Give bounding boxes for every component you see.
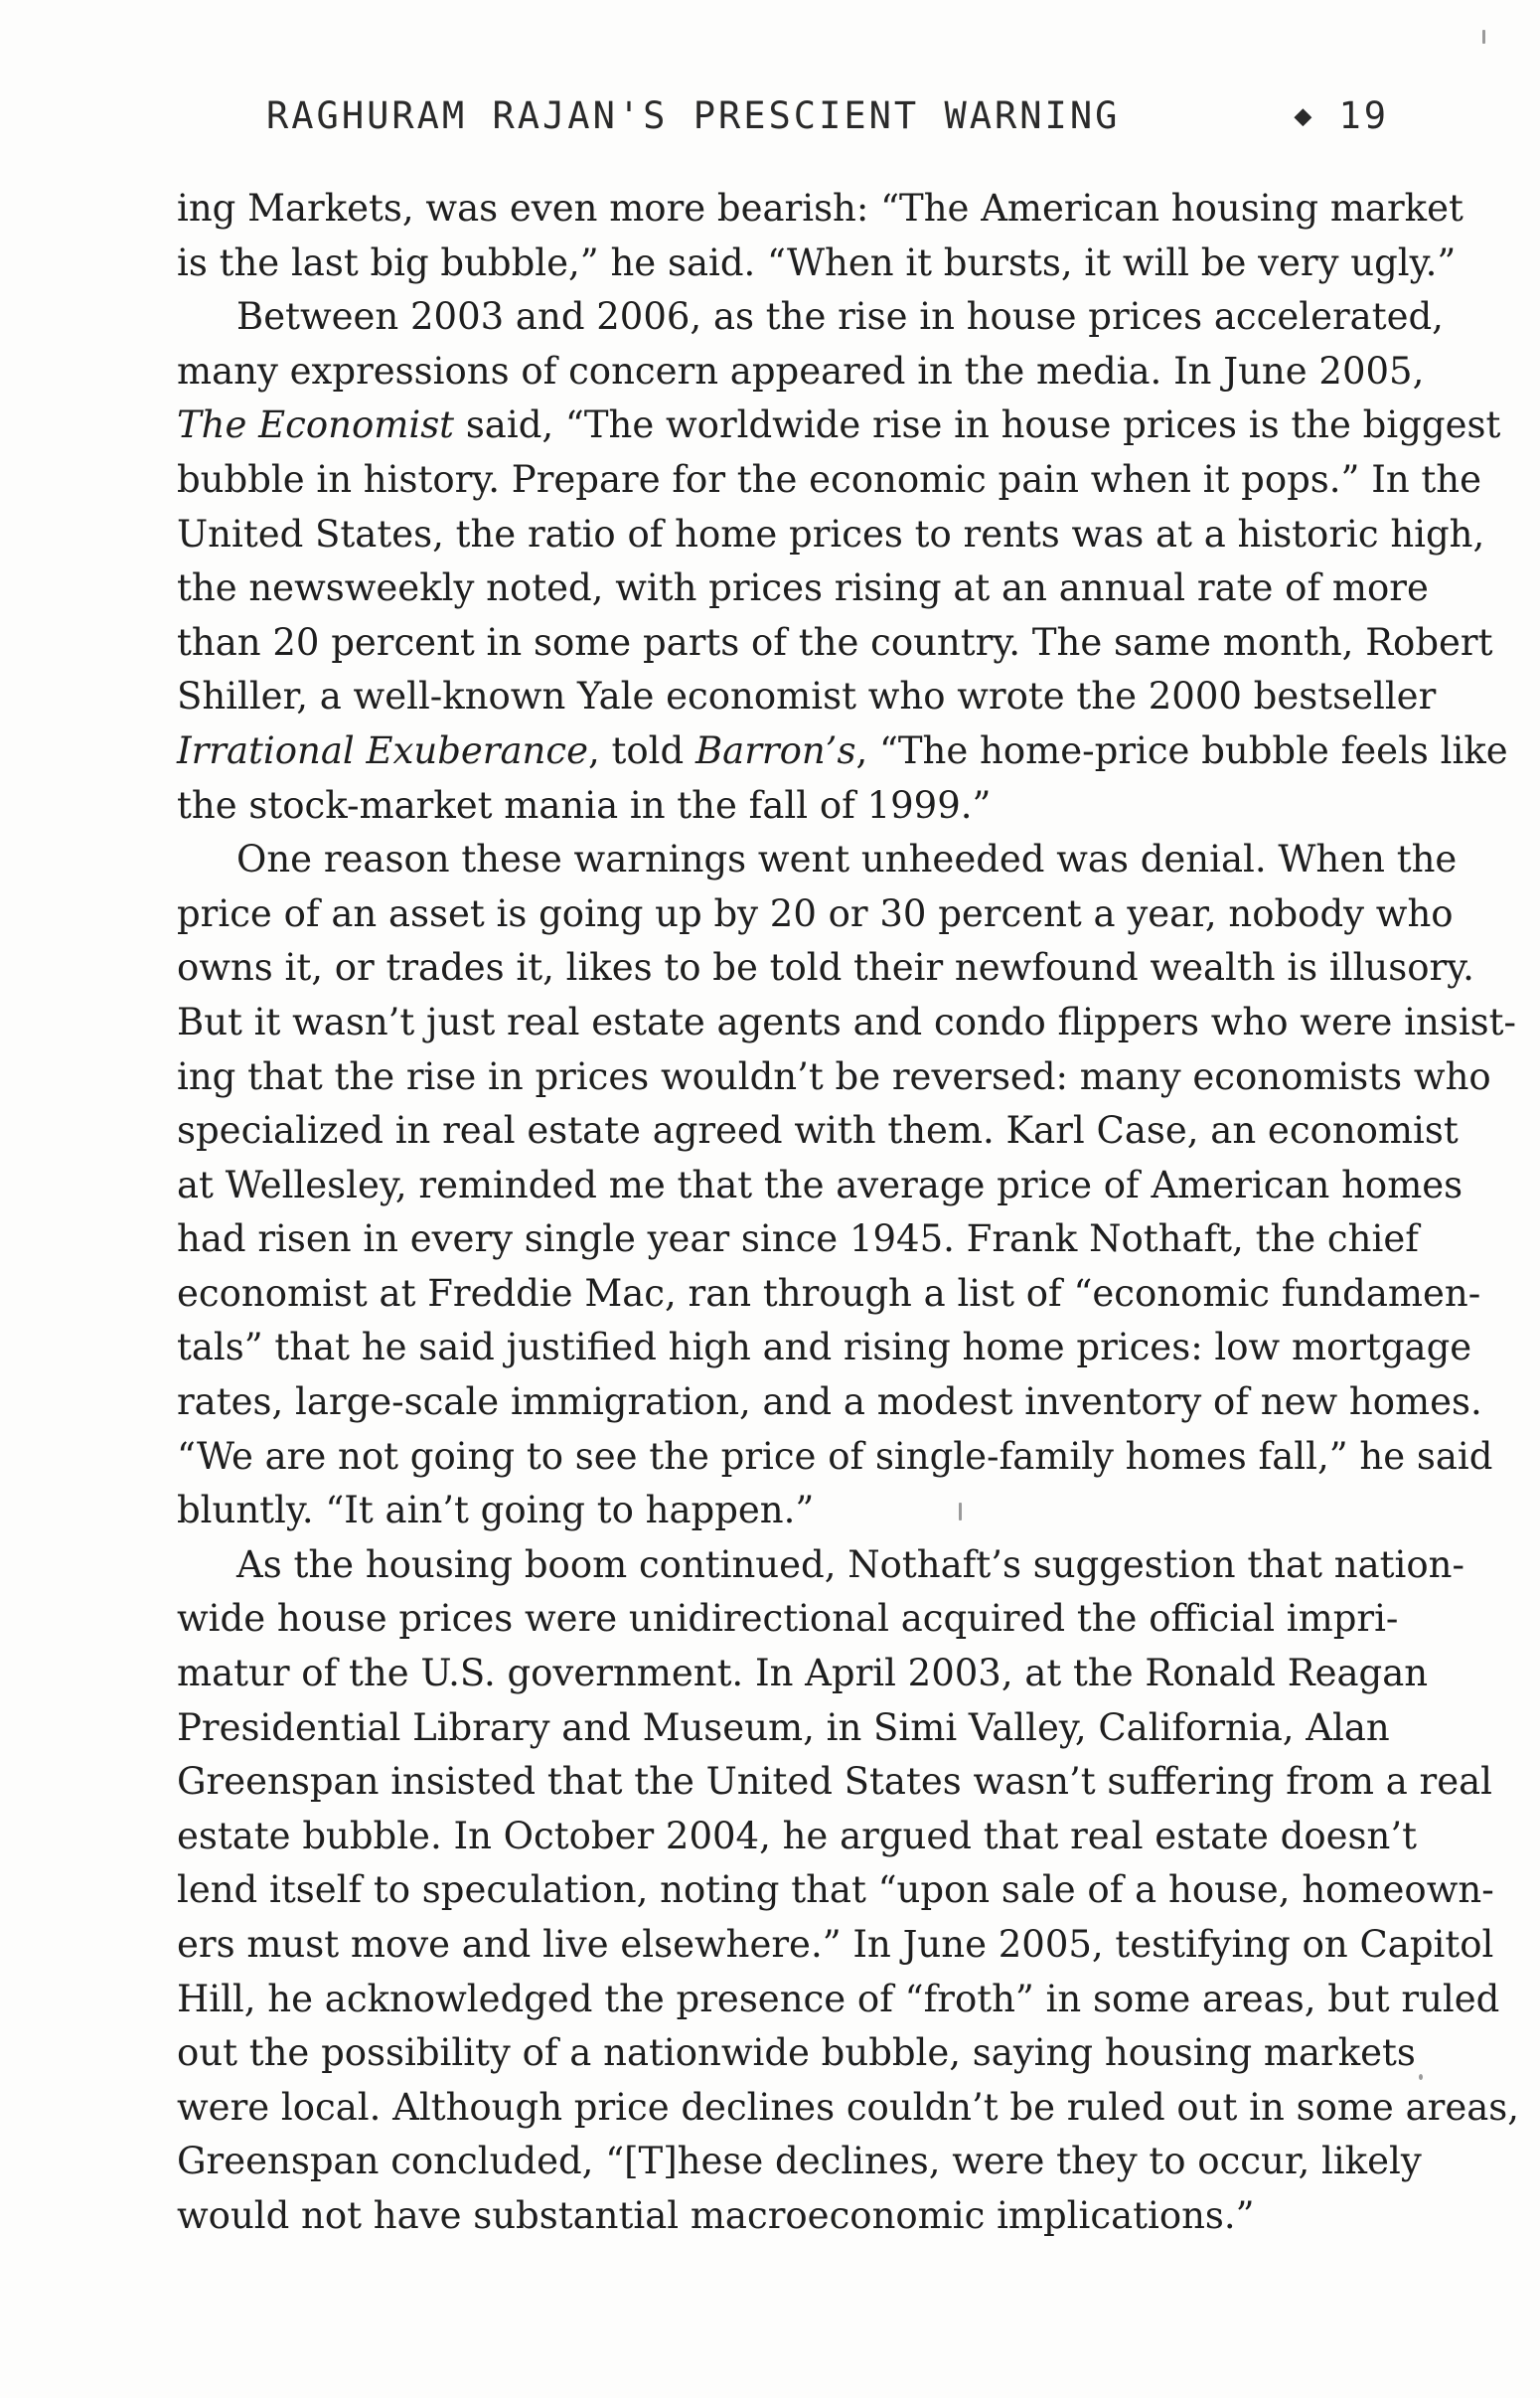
text-line: bubble in history. Prepare for the economic pain when it pops.” In the bbox=[177, 457, 1482, 501]
text-line: tals” that he said justified high and rising home prices: low mortgage bbox=[177, 1326, 1472, 1369]
body-text bbox=[177, 182, 1520, 2244]
text-line: were local. Although price declines couldn’t be ruled out in some areas, bbox=[177, 2085, 1520, 2129]
text-line: would not have substantial macroeconomic implications.” bbox=[177, 2193, 1255, 2237]
text-line: estate bubble. In October 2004, he argued that real estate doesn’t bbox=[177, 1814, 1417, 1857]
text-line bbox=[177, 399, 1501, 453]
text-segment: said, “The worldwide rise in house prices is the biggest bbox=[454, 403, 1501, 447]
paragraph-1 bbox=[177, 182, 1463, 290]
text-line: many expressions of concern appeared in the media. In June 2005, bbox=[177, 349, 1425, 393]
text-segment: , “The home-price bubble feels like bbox=[855, 728, 1508, 772]
text-line: Presidential Library and Museum, in Simi Valley, California, Alan bbox=[177, 1705, 1390, 1749]
text-line: wide house prices were unidirectional acquired the official impri- bbox=[177, 1597, 1399, 1641]
text-line: Hill, he acknowledged the presence of “froth” in some areas, but ruled bbox=[177, 1977, 1500, 2020]
text-line: economist at Freddie Mac, ran through a list of “economic fundamen- bbox=[177, 1271, 1481, 1315]
text-line: ing Markets, was even more bearish: “The American housing market bbox=[177, 187, 1463, 230]
paragraph-4 bbox=[177, 1538, 1520, 2244]
text-line: Greenspan insisted that the United States wasn’t suffering from a real bbox=[177, 1760, 1492, 1804]
text-line: ers must move and live elsewhere.” In June 2005, testifying on Capitol bbox=[177, 1923, 1494, 1966]
scan-speck bbox=[1482, 30, 1485, 44]
running-head bbox=[266, 91, 1389, 139]
text-line: than 20 percent in some parts of the country. The same month, Robert bbox=[177, 620, 1493, 664]
text-line: rates, large-scale immigration, and a modest inventory of new homes. bbox=[177, 1380, 1482, 1424]
text-line: the newsweekly noted, with prices rising at an annual rate of more bbox=[177, 566, 1429, 610]
italic-title: The Economist bbox=[177, 403, 455, 447]
scan-speck bbox=[1419, 2074, 1423, 2080]
text-line: price of an asset is going up by 20 or 30 percent a year, nobody who bbox=[177, 891, 1454, 935]
text-line: Greenspan concluded, “[T]hese declines, were they to occur, likely bbox=[177, 2140, 1422, 2183]
diamond-separator-icon: ◆ bbox=[1294, 97, 1315, 133]
italic-title: Irrational Exuberance bbox=[177, 728, 588, 772]
text-line: United States, the ratio of home prices to rents was at a historic high, bbox=[177, 512, 1485, 556]
text-line: One reason these warnings went unheeded was denial. When the bbox=[236, 838, 1458, 881]
text-line: is the last big bubble,” he said. “When it bursts, it will be very ugly.” bbox=[177, 240, 1457, 284]
text-line: the stock-market mania in the fall of 1999.” bbox=[177, 783, 992, 827]
text-line: specialized in real estate agreed with them. Karl Case, an economist bbox=[177, 1109, 1459, 1153]
text-line: As the housing boom continued, Nothaft’s suggestion that nation- bbox=[236, 1542, 1464, 1586]
paragraph-3 bbox=[177, 833, 1517, 1538]
text-line: out the possibility of a nationwide bubble, saying housing markets bbox=[177, 2031, 1416, 2075]
text-line: at Wellesley, reminded me that the average price of American homes bbox=[177, 1163, 1463, 1206]
running-head-title: RAGHURAM RAJAN'S PRESCIENT WARNING bbox=[266, 93, 1121, 137]
scan-speck bbox=[959, 1503, 962, 1520]
text-line: But it wasn’t just real estate agents and condo flippers who were insist- bbox=[177, 1000, 1517, 1043]
italic-title: Barron’s bbox=[694, 728, 856, 772]
text-line: ing that the rise in prices wouldn’t be reversed: many economists who bbox=[177, 1054, 1491, 1098]
paragraph-2 bbox=[177, 290, 1508, 833]
page-number: 19 bbox=[1338, 93, 1389, 137]
text-line: Shiller, a well-known Yale economist who wrote the 2000 bestseller bbox=[177, 675, 1437, 719]
text-line: Between 2003 and 2006, as the rise in house prices accelerated, bbox=[236, 295, 1444, 339]
text-line bbox=[177, 724, 1508, 779]
text-line: owns it, or trades it, likes to be told their newfound wealth is illusory. bbox=[177, 946, 1474, 990]
text-line: had risen in every single year since 1945. Frank Nothaft, the chief bbox=[177, 1217, 1419, 1261]
text-line: lend itself to speculation, noting that “upon sale of a house, homeown- bbox=[177, 1868, 1494, 1912]
text-line: bluntly. “It ain’t going to happen.” bbox=[177, 1489, 815, 1532]
text-segment: , told bbox=[588, 728, 695, 772]
text-line: matur of the U.S. government. In April 2003, at the Ronald Reagan bbox=[177, 1652, 1429, 1695]
text-line: “We are not going to see the price of single-family homes fall,” he said bbox=[177, 1434, 1493, 1478]
